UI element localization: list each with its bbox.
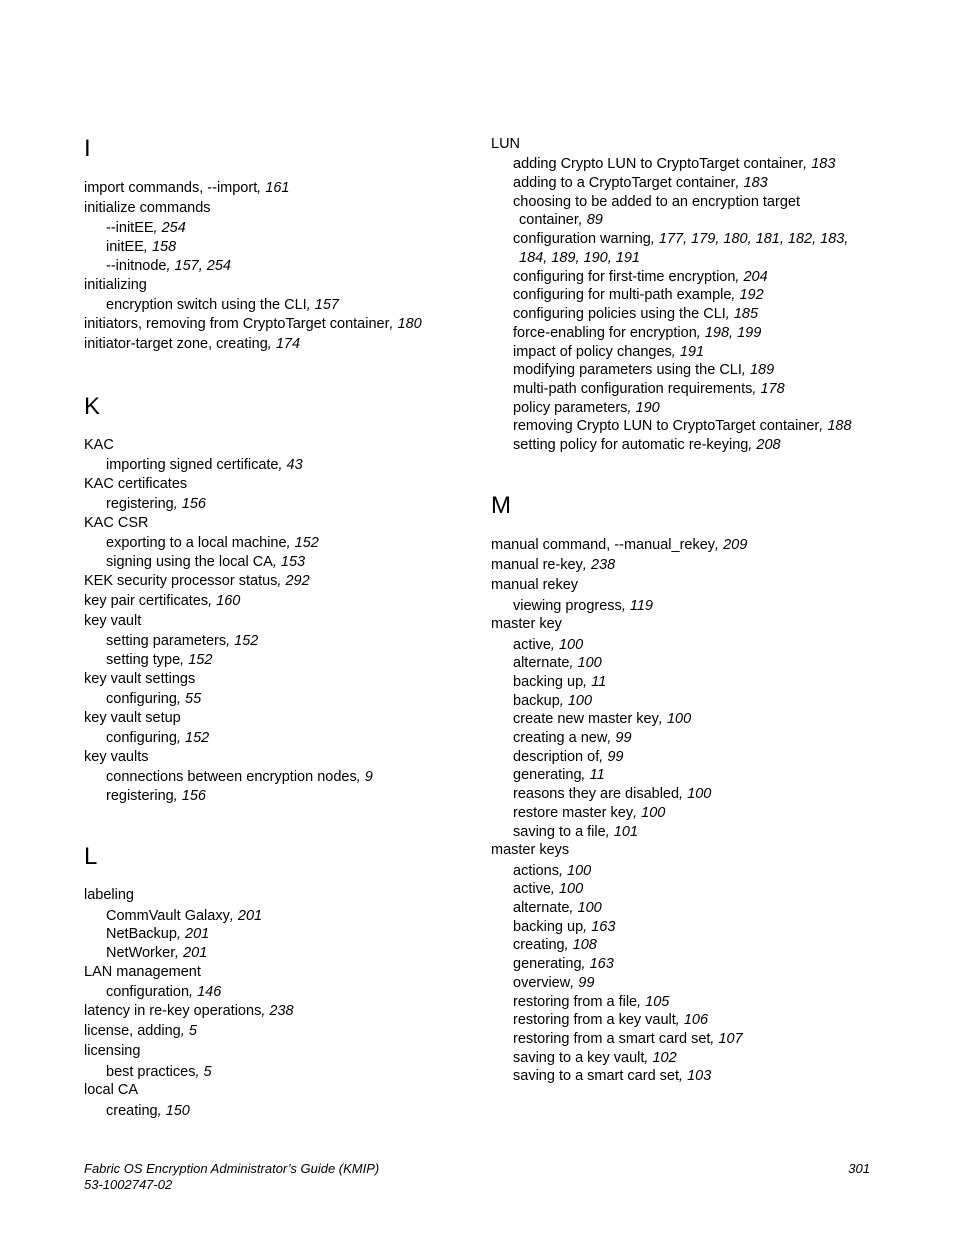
entry-text: registering	[106, 496, 174, 512]
index-subentry: configuration, 146	[106, 984, 222, 1000]
entry-text: registering	[106, 788, 174, 804]
index-subentry: saving to a file, 101	[513, 824, 638, 840]
entry-text: key vault	[84, 613, 142, 629]
index-subentry: description of, 99	[513, 749, 624, 765]
page-reference-link[interactable]: 204	[743, 269, 768, 285]
index-subentry: creating, 150	[106, 1103, 190, 1119]
entry-text: adding to a CryptoTarget container	[513, 175, 736, 191]
entry-text: importing signed certificate	[106, 457, 279, 473]
page-reference-link[interactable]: 201	[183, 945, 208, 961]
entry-text: setting policy for automatic re-keying	[513, 437, 749, 453]
entry-text: licensing	[84, 1043, 141, 1059]
entry-text: create new master key	[513, 711, 659, 727]
entry-text: configuration warning	[513, 231, 651, 247]
entry-text: creating	[513, 937, 565, 953]
page-reference-link[interactable]: 198, 199	[704, 325, 762, 341]
page-reference-link[interactable]: 238	[590, 557, 616, 573]
page-reference-link[interactable]: 99	[615, 730, 632, 746]
index-subentry: alternate, 100	[513, 900, 602, 916]
entry-text: generating	[513, 767, 582, 783]
index-subentry: configuring, 152	[106, 730, 210, 746]
page-reference-link[interactable]: 161	[265, 180, 290, 196]
page-reference-link[interactable]: 146	[197, 984, 222, 1000]
entry-text: active	[513, 881, 551, 897]
page-reference-link[interactable]: 5	[188, 1023, 197, 1039]
index-entry	[84, 709, 181, 727]
index-subentry: adding to a CryptoTarget container, 183	[513, 175, 768, 191]
page-reference-link[interactable]: 178	[760, 381, 785, 397]
entry-text: configuration	[106, 984, 190, 1000]
index-subentry: backup, 100	[513, 693, 593, 709]
entry-text: KAC	[84, 437, 114, 453]
entry-text: adding Crypto LUN to CryptoTarget container	[513, 156, 804, 172]
entry-text: actions	[513, 863, 559, 879]
entry-text: force-enabling for encryption	[513, 325, 697, 341]
page-reference-link[interactable]: 292	[285, 573, 310, 589]
entry-text: restoring from a smart card set	[513, 1031, 711, 1047]
page-reference-link[interactable]: 180	[397, 316, 422, 332]
index-subentry: reasons they are disabled, 100	[513, 786, 712, 802]
index-entry	[84, 199, 211, 217]
entry-text: import commands, --import	[84, 180, 258, 196]
index-subentry: alternate, 100	[513, 655, 602, 671]
index-subentry: force-enabling for encryption, 198, 199	[513, 325, 762, 341]
page-reference-link[interactable]: 9	[364, 769, 373, 785]
page-reference-link[interactable]: 177, 179, 180, 181, 182, 183,	[658, 231, 849, 247]
index-entry	[84, 886, 134, 904]
page-reference-link[interactable]: 254	[161, 220, 186, 236]
entry-text: KAC CSR	[84, 515, 149, 531]
entry-text: manual command, --manual_rekey	[491, 537, 716, 553]
entry-text: CommVault Galaxy	[106, 908, 230, 924]
index-subentry: importing signed certificate, 43	[106, 457, 303, 473]
index-entry	[84, 1042, 140, 1060]
page-reference-link[interactable]: 152	[294, 535, 319, 551]
entry-text: NetBackup	[106, 926, 177, 942]
index-entry	[84, 1081, 138, 1099]
page-reference-link[interactable]: 100	[666, 711, 692, 727]
entry-text: saving to a smart card set	[513, 1068, 680, 1084]
index-entry	[84, 276, 147, 294]
entry-text: exporting to a local machine	[106, 535, 287, 551]
page-reference-link[interactable]: 5	[203, 1064, 212, 1080]
index-subentry: backing up, 163	[513, 919, 616, 935]
entry-text: configuring policies using the CLI	[513, 306, 726, 322]
index-subentry: generating, 11	[513, 767, 605, 783]
index-subentry: removing Crypto LUN to CryptoTarget container, 188	[513, 418, 852, 434]
entry-text: manual re-key	[491, 557, 583, 573]
page-reference-link[interactable]: 209	[723, 537, 748, 553]
entry-text: creating	[106, 1103, 158, 1119]
entry-text: KEK security processor status	[84, 573, 278, 589]
page-reference-link[interactable]: 185	[733, 306, 759, 322]
entry-text: manual rekey	[491, 577, 579, 593]
page-reference-link[interactable]: 55	[185, 691, 202, 707]
page-reference-link[interactable]: 152	[188, 652, 213, 668]
entry-text: backing up	[513, 674, 584, 690]
entry-text: multi-path configuration requirements	[513, 381, 753, 397]
index-subentry: --initEE, 254	[106, 220, 186, 236]
entry-text: backing up	[513, 919, 584, 935]
section-letter-heading: K	[84, 393, 101, 420]
page-reference-link[interactable]: 100	[558, 881, 584, 897]
index-entry	[491, 135, 520, 153]
index-subentry: generating, 163	[513, 956, 614, 972]
index-entry	[84, 436, 114, 454]
index-entry	[491, 615, 562, 633]
entry-text: initiator-target zone, creating	[84, 336, 268, 352]
page-reference-link[interactable]: 103	[687, 1068, 712, 1084]
index-subentry: creating a new, 99	[513, 730, 632, 746]
entry-text: configuring	[106, 691, 177, 707]
index-subentry: saving to a smart card set, 103	[513, 1068, 712, 1084]
section-letter-heading: M	[491, 492, 511, 519]
page-reference-link[interactable]: 101	[613, 824, 638, 840]
index-subentry: adding Crypto LUN to CryptoTarget container, 183	[513, 156, 836, 172]
entry-text: KAC certificates	[84, 476, 188, 492]
index-subentry: setting type, 152	[106, 652, 213, 668]
entry-text: connections between encryption nodes	[106, 769, 357, 785]
index-subentry	[491, 193, 800, 211]
page-reference-link[interactable]: 150	[165, 1103, 190, 1119]
entry-text: setting type	[106, 652, 181, 668]
entry-text: choosing to be added to an encryption target	[513, 194, 800, 210]
page-reference-link[interactable]: 183	[743, 175, 768, 191]
footer-guide-title: Fabric OS Encryption Administrator’s Guide (KMIP)	[84, 1161, 380, 1176]
index-subentry: restoring from a key vault, 106	[513, 1012, 709, 1028]
page-reference-link[interactable]: 99	[607, 749, 624, 765]
entry-text: license, adding	[84, 1023, 181, 1039]
entry-text: configuring for multi-path example	[513, 287, 732, 303]
page-reference-link[interactable]: 160	[216, 593, 241, 609]
entry-text: --initnode	[106, 258, 167, 274]
entry-text: configuring for first-time encryption	[513, 269, 736, 285]
page-reference-link[interactable]: 100	[567, 693, 593, 709]
page-reference-link[interactable]: 183	[811, 156, 836, 172]
footer-page-number: 301	[848, 1161, 870, 1176]
index-subentry: active, 100	[513, 881, 584, 897]
entry-text: LUN	[491, 136, 521, 152]
page-reference-link[interactable]: 208	[756, 437, 781, 453]
entry-text: key vaults	[84, 749, 149, 765]
index-entry: import commands, --import, 161	[84, 180, 290, 196]
index-subentry: viewing progress, 119	[513, 598, 653, 614]
entry-text: latency in re-key operations	[84, 1003, 262, 1019]
index-entry: initiator-target zone, creating, 174	[84, 336, 301, 352]
index-subentry: impact of policy changes, 191	[513, 344, 705, 360]
entry-text: alternate	[513, 900, 570, 916]
index-subentry: policy parameters, 190	[513, 400, 660, 416]
entry-text: removing Crypto LUN to CryptoTarget container	[513, 418, 820, 434]
page-reference-link[interactable]: 188	[827, 418, 852, 434]
index-subentry: setting policy for automatic re-keying, 208	[513, 437, 781, 453]
index-subentry: overview, 99	[513, 975, 595, 991]
page-reference-link[interactable]: 158	[151, 239, 177, 255]
index-subentry: creating, 108	[513, 937, 597, 953]
entry-text: policy parameters	[513, 400, 628, 416]
index-entry	[84, 748, 148, 766]
entry-text: setting parameters	[106, 633, 227, 649]
index-subentry: exporting to a local machine, 152	[106, 535, 319, 551]
index-subentry: container, 89	[519, 212, 603, 228]
page-reference-link[interactable]: 107	[718, 1031, 743, 1047]
entry-text: saving to a file	[513, 824, 606, 840]
entry-text: master keys	[491, 842, 570, 858]
section-letter-heading: L	[84, 843, 98, 870]
index-subentry: CommVault Galaxy, 201	[106, 908, 263, 924]
index-subentry: initEE, 158	[106, 239, 177, 255]
page-reference-link[interactable]: 100	[641, 805, 666, 821]
index-entry: manual re-key, 238	[491, 557, 616, 573]
page-reference-link[interactable]: 157	[314, 297, 339, 313]
entry-text: signing using the local CA	[106, 554, 273, 570]
page-reference-link[interactable]: 163	[591, 919, 616, 935]
page-reference-link[interactable]: 105	[645, 994, 670, 1010]
entry-text: labeling	[84, 887, 134, 903]
page-reference-link[interactable]: 100	[687, 786, 712, 802]
entry-text: encryption switch using the CLI	[106, 297, 307, 313]
index-subentry: registering, 156	[106, 788, 206, 804]
entry-text: saving to a key vault	[513, 1050, 645, 1066]
entry-text: reasons they are disabled	[513, 786, 680, 802]
entry-text: viewing progress	[513, 598, 622, 614]
index-entry	[84, 670, 195, 688]
index-subentry: restoring from a file, 105	[513, 994, 670, 1010]
page-reference-link[interactable]: 106	[683, 1012, 709, 1028]
entry-text: initializing	[84, 277, 147, 293]
index-entry	[84, 963, 201, 981]
index-entry	[84, 612, 141, 630]
index-entry: initiators, removing from CryptoTarget container, 180	[84, 316, 422, 332]
page-reference-link[interactable]: 238	[269, 1003, 294, 1019]
page-reference-link[interactable]: 156	[181, 788, 206, 804]
entry-text: active	[513, 637, 551, 653]
page-reference-link[interactable]: 201	[237, 908, 263, 924]
entry-text: restore master key	[513, 805, 634, 821]
index-entry: KEK security processor status, 292	[84, 573, 310, 589]
index-subentry: NetBackup, 201	[106, 926, 210, 942]
page-reference-link[interactable]: 11	[591, 674, 607, 690]
page-reference-link[interactable]: 189	[749, 362, 775, 378]
entry-text: best practices	[106, 1064, 196, 1080]
page-reference-link[interactable]: 163	[589, 956, 614, 972]
footer-document-id: 53-1002747-02	[84, 1177, 173, 1192]
page-reference-link[interactable]: 100	[558, 637, 584, 653]
page-reference-link[interactable]: 11	[589, 767, 605, 783]
page-reference-link[interactable]: 119	[629, 598, 653, 614]
page-reference-link[interactable]: 153	[280, 554, 306, 570]
entry-text: modifying parameters using the CLI	[513, 362, 742, 378]
entry-text: backup	[513, 693, 560, 709]
page-reference-link[interactable]: 152	[234, 633, 259, 649]
index-subentry: actions, 100	[513, 863, 592, 879]
page-reference-link[interactable]: 108	[572, 937, 597, 953]
index-subentry: modifying parameters using the CLI, 189	[513, 362, 775, 378]
page-reference-link[interactable]: 184, 189, 190, 191	[519, 250, 640, 266]
index-subentry: encryption switch using the CLI, 157	[106, 297, 339, 313]
entry-text: creating a new	[513, 730, 608, 746]
index-subentry: restoring from a smart card set, 107	[513, 1031, 743, 1047]
index-subentry: connections between encryption nodes, 9	[106, 769, 373, 785]
page-reference-link[interactable]: 100	[577, 900, 602, 916]
page-reference-link[interactable]: 89	[586, 212, 603, 228]
entry-text: initiators, removing from CryptoTarget container	[84, 316, 390, 332]
page-reference-link[interactable]: 156	[181, 496, 206, 512]
index-subentry: backing up, 11	[513, 674, 607, 690]
index-entry: key pair certificates, 160	[84, 593, 241, 609]
entry-text: configuring	[106, 730, 177, 746]
index-entry: license, adding, 5	[84, 1023, 197, 1039]
entry-text: overview	[513, 975, 571, 991]
index-subentry: --initnode, 157, 254	[106, 258, 231, 274]
page-reference-link[interactable]: 191	[679, 344, 705, 360]
entry-text: NetWorker	[106, 945, 176, 961]
section-letter-heading: I	[84, 135, 91, 162]
entry-text: restoring from a key vault	[513, 1012, 676, 1028]
index-subentry: active, 100	[513, 637, 584, 653]
entry-text: alternate	[513, 655, 570, 671]
index-subentry: configuring, 55	[106, 691, 202, 707]
page-reference-link[interactable]: 100	[577, 655, 602, 671]
index-entry	[491, 576, 578, 594]
entry-text: key vault setup	[84, 710, 181, 726]
index-subentry: signing using the local CA, 153	[106, 554, 306, 570]
page-reference-link[interactable]: 201	[185, 926, 210, 942]
entry-text: key pair certificates	[84, 593, 209, 609]
page-reference-link[interactable]: 190	[635, 400, 660, 416]
index-subentry: saving to a key vault, 102	[513, 1050, 677, 1066]
index-subentry: restore master key, 100	[513, 805, 666, 821]
page-reference-link[interactable]: 152	[185, 730, 210, 746]
index-subentry: multi-path configuration requirements, 178	[513, 381, 785, 397]
entry-text: --initEE	[106, 220, 154, 236]
index-subentry: setting parameters, 152	[106, 633, 259, 649]
entry-text: key vault settings	[84, 671, 196, 687]
page-reference-link[interactable]: 100	[567, 863, 592, 879]
index-subentry: configuring policies using the CLI, 185	[513, 306, 759, 322]
entry-text: generating	[513, 956, 582, 972]
index-subentry: NetWorker, 201	[106, 945, 208, 961]
entry-text: initialize commands	[84, 200, 211, 216]
index-subentry: create new master key, 100	[513, 711, 692, 727]
index-entry	[84, 475, 187, 493]
page-reference-link[interactable]: 43	[286, 457, 303, 473]
index-entry	[491, 841, 569, 859]
index-subentry: configuring for multi-path example, 192	[513, 287, 764, 303]
page-reference-link[interactable]: 174	[275, 336, 301, 352]
index-entry: latency in re-key operations, 238	[84, 1003, 294, 1019]
entry-text: LAN management	[84, 964, 201, 980]
entry-text: impact of policy changes	[513, 344, 672, 360]
index-subentry: best practices, 5	[106, 1064, 212, 1080]
entry-text: restoring from a file	[513, 994, 638, 1010]
page-reference-link[interactable]: 192	[739, 287, 764, 303]
index-entry: manual command, --manual_rekey, 209	[491, 537, 748, 553]
index-entry	[84, 514, 148, 532]
page-reference-link[interactable]: 99	[578, 975, 595, 991]
page-reference-link[interactable]: 157, 254	[174, 258, 231, 274]
entry-text: container	[519, 212, 579, 228]
entry-text: initEE	[106, 239, 144, 255]
entry-text: local CA	[84, 1082, 138, 1098]
index-subentry: registering, 156	[106, 496, 206, 512]
index-subentry	[491, 249, 640, 267]
index-subentry: configuration warning, 177, 179, 180, 181, 182, 183,	[513, 231, 849, 247]
page-reference-link[interactable]: 102	[652, 1050, 677, 1066]
entry-text: description of	[513, 749, 600, 765]
index-subentry: configuring for first-time encryption, 204	[513, 269, 768, 285]
entry-text: master key	[491, 616, 562, 632]
